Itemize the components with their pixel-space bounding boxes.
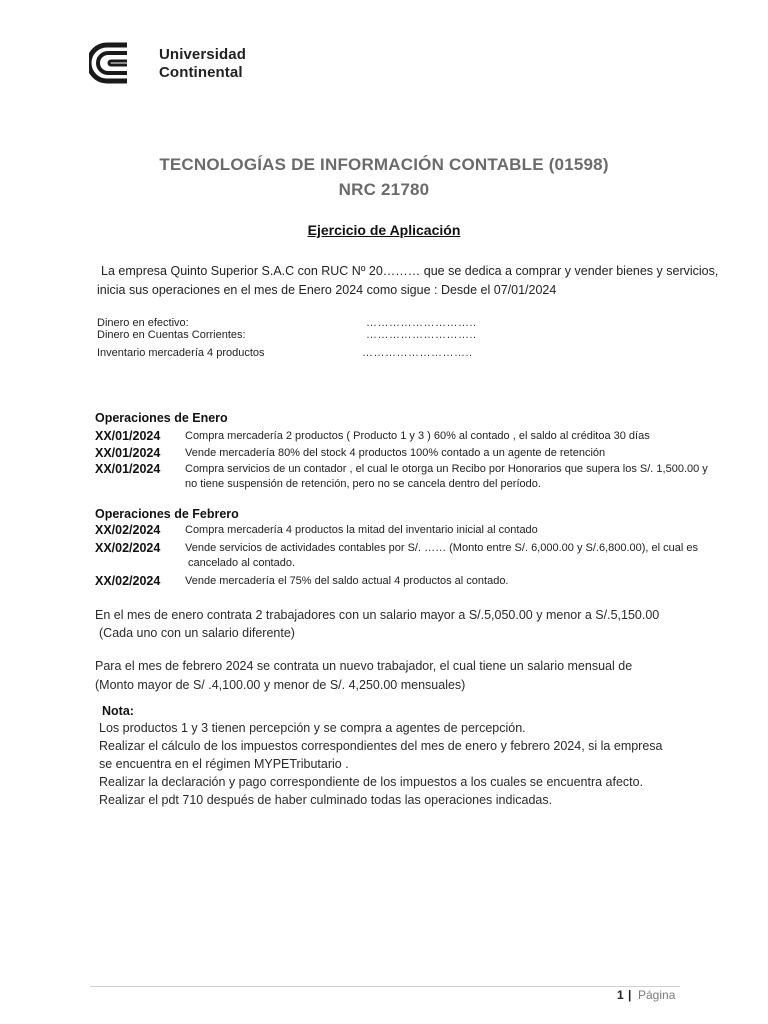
note-line: Realizar el cálculo de los impuestos correspondientes del mes de enero y febrero 2024, si la empresa xyxy=(99,739,663,753)
logo-text-line1: Universidad xyxy=(159,46,246,63)
operation-date: XX/02/2024 xyxy=(95,541,161,555)
initial-item-value: ……………………….. xyxy=(366,329,477,341)
exercise-heading: Ejercicio de Aplicación xyxy=(307,222,461,238)
hiring-paragraph-line-2: (Cada uno con un salario diferente) xyxy=(99,626,295,640)
note-line: se encuentra en el régimen MYPETributario . xyxy=(99,757,349,771)
february-section-title: Operaciones de Febrero xyxy=(95,507,239,521)
initial-item-label: Dinero en Cuentas Corrientes: xyxy=(97,329,246,341)
operation-text: Compra mercadería 4 productos la mitad del inventario inicial al contado xyxy=(185,524,538,536)
logo-text-line2: Continental xyxy=(159,64,243,81)
nrc-code: NRC 21780 xyxy=(338,180,430,199)
operation-text-continued: cancelado al contado. xyxy=(188,557,296,569)
note-line: Realizar la declaración y pago correspondiente de los impuestos a los cuales se encuentra afecto. xyxy=(99,775,644,789)
initial-item-label: Dinero en efectivo: xyxy=(97,317,189,329)
course-title: TECNOLOGÍAS DE INFORMACIÓN CONTABLE (01598) xyxy=(159,155,609,174)
january-section-title: Operaciones de Enero xyxy=(95,411,228,425)
operation-date: XX/01/2024 xyxy=(95,429,161,443)
february-hiring-line-1: Para el mes de febrero 2024 se contrata un nuevo trabajador, el cual tiene un salario mensual de xyxy=(95,659,633,673)
page-number: 1 xyxy=(617,988,624,1002)
february-hiring-line-2: (Monto mayor de S/ .4,100.00 y menor de S/. 4,250.00 mensuales) xyxy=(95,678,466,692)
hiring-paragraph-line-1: En el mes de enero contrata 2 trabajadores con un salario mayor a S/.5,050.00 y menor a S/.5,150.00 xyxy=(95,608,660,622)
operation-text-continued: no tiene suspensión de retención, pero no se cancela dentro del período. xyxy=(185,478,541,490)
intro-line-2: inicia sus operaciones en el mes de Enero 2024 como sigue : Desde el 07/01/2024 xyxy=(97,283,557,297)
intro-line-1: La empresa Quinto Superior S.A.C con RUC Nº 20……… que se dedica a comprar y vender bienes y servicios, xyxy=(101,264,719,278)
footer-divider xyxy=(90,986,680,987)
operation-text: Vende mercadería 80% del stock 4 productos 100% contado a un agente de retención xyxy=(185,447,606,459)
operation-text: Vende servicios de actividades contables por S/. …… (Monto entre S/. 6,000.00 y S/.6,800.00), el cual es xyxy=(185,542,699,554)
operation-text: Compra servicios de un contador , el cual le otorga un Recibo por Honorarios que supera los S/. 1,500.00 y xyxy=(185,463,708,475)
note-line: Realizar el pdt 710 después de haber culminado todas las operaciones indicadas. xyxy=(99,793,553,807)
page-separator: | xyxy=(628,988,632,1002)
operation-date: XX/01/2024 xyxy=(95,462,161,476)
initial-item-value: ……………………….. xyxy=(362,347,473,359)
operation-date: XX/02/2024 xyxy=(95,523,161,537)
note-line: Los productos 1 y 3 tienen percepción y se compra a agentes de percepción. xyxy=(99,721,526,735)
page-label: Página xyxy=(638,988,676,1002)
operation-text: Compra mercadería 2 productos ( Producto 1 y 3 ) 60% al contado , el saldo al créditoa 30 días xyxy=(185,430,650,442)
university-logo-icon xyxy=(89,41,151,85)
initial-item-value: ……………………….. xyxy=(366,317,477,329)
initial-item-label: Inventario mercadería 4 productos xyxy=(97,347,265,359)
operation-text: Vende mercadería el 75% del saldo actual 4 productos al contado. xyxy=(185,575,509,587)
note-title: Nota: xyxy=(102,704,134,718)
operation-date: XX/02/2024 xyxy=(95,574,161,588)
operation-date: XX/01/2024 xyxy=(95,446,161,460)
